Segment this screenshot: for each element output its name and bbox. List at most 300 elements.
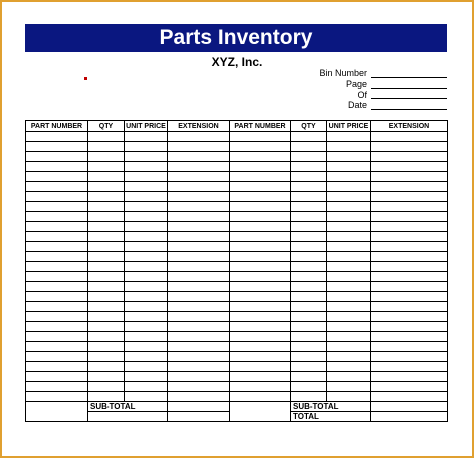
- extension-cell[interactable]: [168, 312, 230, 322]
- unit-price-cell[interactable]: [125, 142, 168, 152]
- qty-cell[interactable]: [291, 172, 327, 182]
- extension-cell[interactable]: [168, 162, 230, 172]
- unit-price-cell[interactable]: [327, 362, 371, 372]
- table-row: [230, 262, 448, 272]
- part-number-cell[interactable]: [230, 152, 291, 162]
- table-row: [230, 362, 448, 372]
- table-row: [26, 322, 230, 332]
- unit-price-cell[interactable]: [125, 362, 168, 372]
- qty-cell[interactable]: [291, 152, 327, 162]
- part-number-cell[interactable]: [26, 152, 88, 162]
- table-row: [26, 332, 230, 342]
- table-row: [26, 282, 230, 292]
- table-row: [26, 372, 230, 382]
- unit-price-cell[interactable]: [327, 172, 371, 182]
- part-number-cell[interactable]: [26, 252, 88, 262]
- unit-price-cell[interactable]: [327, 322, 371, 332]
- extension-cell[interactable]: [371, 242, 448, 252]
- table-row: [26, 212, 230, 222]
- part-number-cell[interactable]: [230, 312, 291, 322]
- bin-number-label: Bin Number: [319, 68, 367, 78]
- extension-cell[interactable]: [168, 182, 230, 192]
- table-row: [230, 382, 448, 392]
- part-number-cell[interactable]: [230, 222, 291, 232]
- table-row: [230, 372, 448, 382]
- part-number-cell[interactable]: [230, 192, 291, 202]
- qty-cell[interactable]: [291, 302, 327, 312]
- qty-cell[interactable]: [291, 362, 327, 372]
- header-extension: EXTENSION: [168, 121, 230, 132]
- table-row: [230, 252, 448, 262]
- table-row: [26, 342, 230, 352]
- extension-cell[interactable]: [371, 282, 448, 292]
- extension-cell[interactable]: [168, 272, 230, 282]
- header-part-number: PART NUMBER: [230, 121, 291, 132]
- unit-price-cell[interactable]: [125, 272, 168, 282]
- table-row: [26, 222, 230, 232]
- extension-cell[interactable]: [371, 192, 448, 202]
- table-row: [26, 312, 230, 322]
- extension-cell[interactable]: [168, 142, 230, 152]
- extension-cell[interactable]: [168, 262, 230, 272]
- table-row: [230, 182, 448, 192]
- bin-number-field[interactable]: [371, 77, 447, 78]
- part-number-cell[interactable]: [26, 332, 88, 342]
- table-row: [230, 292, 448, 302]
- qty-cell[interactable]: [291, 252, 327, 262]
- header-unit-price: UNIT PRICE: [327, 121, 371, 132]
- table-row: [230, 132, 448, 142]
- unit-price-cell[interactable]: [125, 162, 168, 172]
- extension-cell[interactable]: [168, 152, 230, 162]
- table-row: [26, 272, 230, 282]
- table-row: [230, 152, 448, 162]
- extension-cell[interactable]: [168, 362, 230, 372]
- qty-cell[interactable]: [88, 332, 125, 342]
- extension-cell[interactable]: [168, 222, 230, 232]
- table-row: [230, 172, 448, 182]
- part-number-cell[interactable]: [26, 342, 88, 352]
- part-number-cell[interactable]: [26, 312, 88, 322]
- unit-price-cell[interactable]: [327, 142, 371, 152]
- extension-cell[interactable]: [371, 162, 448, 172]
- table-row: [230, 192, 448, 202]
- extension-cell[interactable]: [371, 362, 448, 372]
- unit-price-cell[interactable]: [327, 372, 371, 382]
- part-number-cell[interactable]: [26, 132, 88, 142]
- table-row: [26, 142, 230, 152]
- table-row: [230, 222, 448, 232]
- total-label: TOTAL: [291, 412, 371, 422]
- unit-price-cell[interactable]: [327, 202, 371, 212]
- qty-cell[interactable]: [88, 182, 125, 192]
- extension-cell[interactable]: [371, 212, 448, 222]
- qty-cell[interactable]: [88, 362, 125, 372]
- table-row: [230, 322, 448, 332]
- table-row: [230, 162, 448, 172]
- extension-cell[interactable]: [371, 202, 448, 212]
- unit-price-cell[interactable]: [125, 372, 168, 382]
- qty-cell[interactable]: [291, 392, 327, 402]
- extension-cell[interactable]: [371, 272, 448, 282]
- inventory-table-right: [229, 120, 448, 422]
- qty-cell[interactable]: [291, 182, 327, 192]
- part-number-cell[interactable]: [230, 332, 291, 342]
- qty-cell[interactable]: [291, 242, 327, 252]
- extension-cell[interactable]: [168, 172, 230, 182]
- qty-cell[interactable]: [88, 232, 125, 242]
- table-row: [26, 192, 230, 202]
- table-row: [26, 232, 230, 242]
- part-number-cell[interactable]: [26, 392, 88, 402]
- part-number-cell[interactable]: [230, 172, 291, 182]
- page-label: Page: [345, 79, 367, 89]
- extension-cell[interactable]: [168, 192, 230, 202]
- extension-cell[interactable]: [168, 302, 230, 312]
- page-field[interactable]: [371, 88, 447, 89]
- table-row: [230, 302, 448, 312]
- unit-price-cell[interactable]: [327, 232, 371, 242]
- extension-cell[interactable]: [168, 352, 230, 362]
- stray-mark: [84, 77, 87, 80]
- unit-price-cell[interactable]: [125, 352, 168, 362]
- total-value-cell[interactable]: [371, 412, 448, 422]
- extension-cell[interactable]: [371, 342, 448, 352]
- unit-price-cell[interactable]: [327, 162, 371, 172]
- extension-cell[interactable]: [371, 392, 448, 402]
- qty-cell[interactable]: [291, 272, 327, 282]
- unit-price-cell[interactable]: [327, 312, 371, 322]
- part-number-cell[interactable]: [26, 142, 88, 152]
- part-number-cell[interactable]: [26, 162, 88, 172]
- unit-price-cell[interactable]: [327, 132, 371, 142]
- table-row: [26, 292, 230, 302]
- part-number-cell[interactable]: [230, 132, 291, 142]
- extension-cell[interactable]: [168, 292, 230, 302]
- table-row: [26, 182, 230, 192]
- part-number-cell[interactable]: [230, 142, 291, 152]
- table-row: [26, 362, 230, 372]
- unit-price-cell[interactable]: [125, 232, 168, 242]
- qty-cell[interactable]: [88, 292, 125, 302]
- unit-price-cell[interactable]: [327, 342, 371, 352]
- header-extension: EXTENSION: [371, 121, 448, 132]
- extension-cell[interactable]: [168, 202, 230, 212]
- table-row: [230, 272, 448, 282]
- total-blank: [230, 412, 291, 422]
- qty-cell[interactable]: [291, 202, 327, 212]
- unit-price-cell[interactable]: [327, 192, 371, 202]
- table-row: [230, 342, 448, 352]
- extension-cell[interactable]: [371, 332, 448, 342]
- part-number-cell[interactable]: [230, 182, 291, 192]
- extension-cell[interactable]: [371, 172, 448, 182]
- extension-cell[interactable]: [371, 322, 448, 332]
- qty-cell[interactable]: [88, 372, 125, 382]
- part-number-cell[interactable]: [230, 372, 291, 382]
- part-number-cell[interactable]: [26, 262, 88, 272]
- extension-cell[interactable]: [168, 342, 230, 352]
- part-number-cell[interactable]: [230, 242, 291, 252]
- qty-cell[interactable]: [88, 142, 125, 152]
- extension-cell[interactable]: [168, 322, 230, 332]
- extension-cell[interactable]: [168, 372, 230, 382]
- table-row: [26, 172, 230, 182]
- extension-cell[interactable]: [168, 392, 230, 402]
- qty-cell[interactable]: [291, 312, 327, 322]
- unit-price-cell[interactable]: [327, 152, 371, 162]
- subtotal-blank: [26, 402, 88, 412]
- unit-price-cell[interactable]: [327, 262, 371, 272]
- part-number-cell[interactable]: [230, 162, 291, 172]
- extension-cell[interactable]: [371, 382, 448, 392]
- total-blank-cell: [88, 412, 168, 422]
- qty-cell[interactable]: [291, 282, 327, 292]
- extension-cell[interactable]: [371, 152, 448, 162]
- unit-price-cell[interactable]: [327, 272, 371, 282]
- qty-cell[interactable]: [88, 152, 125, 162]
- extension-cell[interactable]: [371, 302, 448, 312]
- table-row: [230, 232, 448, 242]
- unit-price-cell[interactable]: [125, 182, 168, 192]
- table-row: [230, 142, 448, 152]
- header-part-number: PART NUMBER: [26, 121, 88, 132]
- qty-cell[interactable]: [88, 252, 125, 262]
- qty-cell[interactable]: [88, 302, 125, 312]
- qty-cell[interactable]: [88, 282, 125, 292]
- unit-price-cell[interactable]: [327, 242, 371, 252]
- part-number-cell[interactable]: [26, 182, 88, 192]
- unit-price-cell[interactable]: [125, 322, 168, 332]
- unit-price-cell[interactable]: [125, 242, 168, 252]
- table-row: [230, 212, 448, 222]
- extension-cell[interactable]: [168, 252, 230, 262]
- unit-price-cell[interactable]: [327, 252, 371, 262]
- unit-price-cell[interactable]: [125, 262, 168, 272]
- part-number-cell[interactable]: [230, 202, 291, 212]
- table-row: [26, 252, 230, 262]
- qty-cell[interactable]: [291, 162, 327, 172]
- part-number-cell[interactable]: [26, 232, 88, 242]
- part-number-cell[interactable]: [230, 212, 291, 222]
- date-label: Date: [347, 100, 367, 110]
- part-number-cell[interactable]: [26, 292, 88, 302]
- unit-price-cell[interactable]: [125, 202, 168, 212]
- unit-price-cell[interactable]: [125, 212, 168, 222]
- part-number-cell[interactable]: [26, 362, 88, 372]
- extension-cell[interactable]: [168, 282, 230, 292]
- qty-cell[interactable]: [291, 132, 327, 142]
- table-row: [26, 352, 230, 362]
- unit-price-cell[interactable]: [125, 192, 168, 202]
- qty-cell[interactable]: [88, 192, 125, 202]
- total-blank: [26, 412, 88, 422]
- part-number-cell[interactable]: [230, 352, 291, 362]
- unit-price-cell[interactable]: [327, 182, 371, 192]
- part-number-cell[interactable]: [26, 322, 88, 332]
- table-row: [26, 302, 230, 312]
- part-number-cell[interactable]: [230, 252, 291, 262]
- unit-price-cell[interactable]: [125, 152, 168, 162]
- part-number-cell[interactable]: [230, 382, 291, 392]
- part-number-cell[interactable]: [26, 172, 88, 182]
- unit-price-cell[interactable]: [125, 252, 168, 262]
- extension-cell[interactable]: [168, 332, 230, 342]
- qty-cell[interactable]: [291, 192, 327, 202]
- unit-price-cell[interactable]: [125, 172, 168, 182]
- qty-cell[interactable]: [88, 222, 125, 232]
- part-number-cell[interactable]: [230, 272, 291, 282]
- qty-cell[interactable]: [88, 312, 125, 322]
- unit-price-cell[interactable]: [125, 302, 168, 312]
- qty-cell[interactable]: [88, 352, 125, 362]
- unit-price-cell[interactable]: [125, 292, 168, 302]
- unit-price-cell[interactable]: [327, 382, 371, 392]
- extension-cell[interactable]: [371, 132, 448, 142]
- qty-cell[interactable]: [291, 342, 327, 352]
- unit-price-cell[interactable]: [327, 392, 371, 402]
- part-number-cell[interactable]: [26, 382, 88, 392]
- qty-cell[interactable]: [291, 222, 327, 232]
- extension-cell[interactable]: [371, 222, 448, 232]
- qty-cell[interactable]: [88, 322, 125, 332]
- subtotal-value-cell[interactable]: [371, 402, 448, 412]
- part-number-cell[interactable]: [230, 342, 291, 352]
- table-row: [26, 242, 230, 252]
- qty-cell[interactable]: [291, 322, 327, 332]
- qty-cell[interactable]: [291, 232, 327, 242]
- part-number-cell[interactable]: [26, 302, 88, 312]
- qty-cell[interactable]: [291, 372, 327, 382]
- table-row: [230, 312, 448, 322]
- extension-cell[interactable]: [371, 232, 448, 242]
- qty-cell[interactable]: [291, 262, 327, 272]
- extension-cell[interactable]: [371, 142, 448, 152]
- qty-cell[interactable]: [88, 262, 125, 272]
- unit-price-cell[interactable]: [327, 212, 371, 222]
- unit-price-cell[interactable]: [327, 292, 371, 302]
- qty-cell[interactable]: [88, 172, 125, 182]
- extension-cell[interactable]: [168, 212, 230, 222]
- qty-cell[interactable]: [88, 272, 125, 282]
- extension-cell[interactable]: [168, 382, 230, 392]
- part-number-cell[interactable]: [26, 202, 88, 212]
- table-row: [26, 202, 230, 212]
- extension-cell[interactable]: [371, 292, 448, 302]
- qty-cell[interactable]: [291, 212, 327, 222]
- unit-price-cell[interactable]: [327, 282, 371, 292]
- part-number-cell[interactable]: [230, 302, 291, 312]
- part-number-cell[interactable]: [26, 192, 88, 202]
- table-row: [230, 332, 448, 342]
- extension-cell[interactable]: [371, 252, 448, 262]
- part-number-cell[interactable]: [230, 232, 291, 242]
- unit-price-cell[interactable]: [125, 342, 168, 352]
- total-value-cell[interactable]: [168, 412, 230, 422]
- page-title: Parts Inventory: [25, 24, 447, 52]
- unit-price-cell[interactable]: [125, 332, 168, 342]
- part-number-cell[interactable]: [26, 282, 88, 292]
- extension-cell[interactable]: [371, 372, 448, 382]
- extension-cell[interactable]: [168, 232, 230, 242]
- header-qty: QTY: [291, 121, 327, 132]
- table-row: [230, 282, 448, 292]
- subtotal-blank: [230, 402, 291, 412]
- table-row: [230, 202, 448, 212]
- table-row: [230, 392, 448, 402]
- part-number-cell[interactable]: [26, 212, 88, 222]
- part-number-cell[interactable]: [26, 272, 88, 282]
- extension-cell[interactable]: [371, 352, 448, 362]
- company-name: XYZ, Inc.: [211, 55, 263, 69]
- part-number-cell[interactable]: [230, 282, 291, 292]
- qty-cell[interactable]: [88, 382, 125, 392]
- extension-cell[interactable]: [168, 132, 230, 142]
- unit-price-cell[interactable]: [125, 382, 168, 392]
- part-number-cell[interactable]: [230, 322, 291, 332]
- table-row: [26, 162, 230, 172]
- date-field[interactable]: [371, 109, 447, 110]
- of-field[interactable]: [371, 98, 447, 99]
- extension-cell[interactable]: [371, 262, 448, 272]
- part-number-cell[interactable]: [26, 352, 88, 362]
- part-number-cell[interactable]: [230, 262, 291, 272]
- part-number-cell[interactable]: [26, 242, 88, 252]
- unit-price-cell[interactable]: [125, 392, 168, 402]
- part-number-cell[interactable]: [230, 392, 291, 402]
- table-row: [230, 242, 448, 252]
- inventory-table-left: [25, 120, 230, 422]
- of-label: Of: [357, 90, 367, 100]
- part-number-cell[interactable]: [230, 362, 291, 372]
- unit-price-cell[interactable]: [125, 132, 168, 142]
- qty-cell[interactable]: [88, 202, 125, 212]
- unit-price-cell[interactable]: [125, 312, 168, 322]
- unit-price-cell[interactable]: [327, 302, 371, 312]
- table-row: [26, 392, 230, 402]
- qty-cell[interactable]: [88, 392, 125, 402]
- unit-price-cell[interactable]: [125, 282, 168, 292]
- part-number-cell[interactable]: [26, 222, 88, 232]
- qty-cell[interactable]: [291, 142, 327, 152]
- unit-price-cell[interactable]: [327, 352, 371, 362]
- unit-price-cell[interactable]: [327, 222, 371, 232]
- qty-cell[interactable]: [291, 382, 327, 392]
- extension-cell[interactable]: [168, 242, 230, 252]
- extension-cell[interactable]: [371, 182, 448, 192]
- unit-price-cell[interactable]: [327, 332, 371, 342]
- subtotal-label: SUB-TOTAL: [88, 402, 168, 412]
- header-unit-price: UNIT PRICE: [126, 122, 166, 130]
- part-number-cell[interactable]: [26, 372, 88, 382]
- table-row: [26, 262, 230, 272]
- qty-cell[interactable]: [88, 212, 125, 222]
- unit-price-cell[interactable]: [125, 222, 168, 232]
- qty-cell[interactable]: [291, 332, 327, 342]
- subtotal-value-cell[interactable]: [168, 402, 230, 412]
- qty-cell[interactable]: [291, 352, 327, 362]
- qty-cell[interactable]: [88, 342, 125, 352]
- table-row: [26, 382, 230, 392]
- qty-cell[interactable]: [88, 162, 125, 172]
- qty-cell[interactable]: [88, 242, 125, 252]
- qty-cell[interactable]: [88, 132, 125, 142]
- table-row: [230, 352, 448, 362]
- table-row: [26, 132, 230, 142]
- part-number-cell[interactable]: [230, 292, 291, 302]
- qty-cell[interactable]: [291, 292, 327, 302]
- extension-cell[interactable]: [371, 312, 448, 322]
